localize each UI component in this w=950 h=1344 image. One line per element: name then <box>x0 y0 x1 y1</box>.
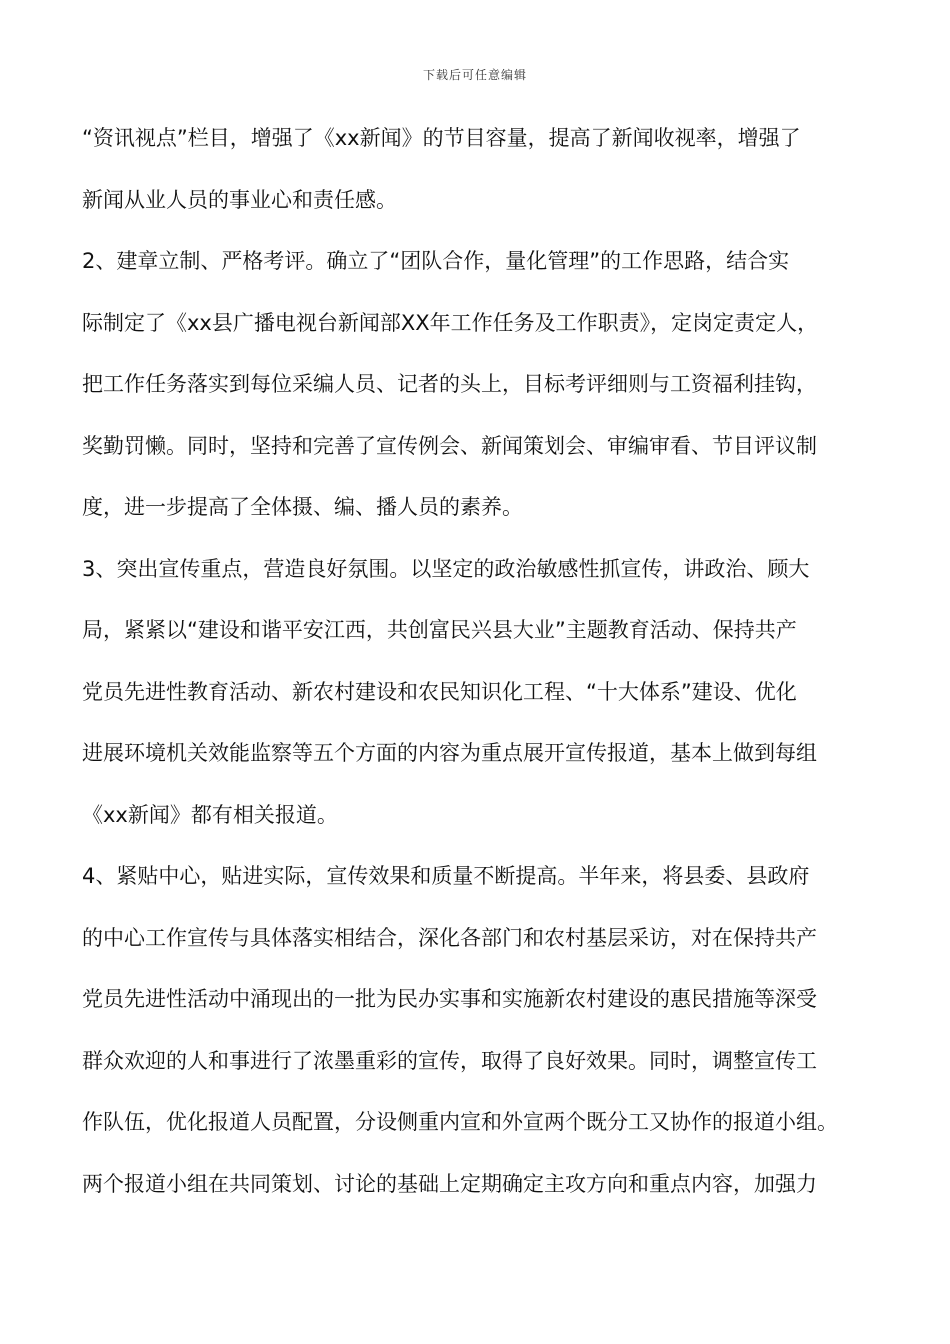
text-line: 的中心工作宣传与具体落实相结合，深化各部门和农村基层采访，对在保持共产 <box>82 925 817 950</box>
text-line: 进展环境机关效能监察等五个方面的内容为重点展开宣传报道，基本上做到每组 <box>82 741 817 765</box>
text-line: 度，进一步提高了全体摄、编、播人员的素养。 <box>82 495 523 519</box>
text-line: 把工作任务落实到每位采编人员、记者的头上，目标考评细则与工资福利挂钩， <box>82 372 817 396</box>
text-line: 2、建章立制、严格考评。确立了“团队合作，量化管理”的工作思路，结合实 <box>82 249 790 273</box>
text-line: 局，紧紧以“建设和谐平安江西，共创富民兴县大业”主题教育活动、保持共产 <box>82 618 797 642</box>
document-body <box>82 118 882 1225</box>
text-line: 新闻从业人员的事业心和责任感。 <box>82 187 397 212</box>
text-line: 群众欢迎的人和事进行了浓墨重彩的宣传，取得了良好效果。同时，调整宣传工 <box>82 1048 817 1073</box>
text-line: 3、突出宣传重点，营造良好氛围。以坚定的政治敏感性抓宣传，讲政治、顾大 <box>82 556 810 581</box>
text-line: 4、紧贴中心，贴进实际，宣传效果和质量不断提高。半年来，将县委、县政府 <box>82 864 810 888</box>
text-line: 际制定了《xx县广播电视台新闻部XX年工作任务及工作职责》，定岗定责定人， <box>82 310 819 335</box>
text-line: 作队伍，优化报道人员配置，分设侧重内宣和外宣两个既分工又协作的报道小组。 <box>82 1110 838 1134</box>
text-line: 党员先进性活动中涌现出的一批为民办实事和实施新农村建设的惠民措施等深受 <box>82 987 817 1011</box>
text-line: 两个报道小组在共同策划、讨论的基础上定期确定主攻方向和重点内容，加强力 <box>82 1171 817 1196</box>
text-line: 《xx新闻》都有相关报道。 <box>82 802 338 827</box>
text-line: 奖勤罚懒。同时，坚持和完善了宣传例会、新闻策划会、审编审看、节目评议制 <box>82 433 817 458</box>
text-line: 党员先进性教育活动、新农村建设和农民知识化工程、“十大体系”建设、优化 <box>82 679 797 704</box>
page-header: 下载后可任意编辑 <box>422 68 527 82</box>
text-line: “资讯视点”栏目，增强了《xx新闻》的节目容量，提高了新闻收视率，增强了 <box>82 126 801 150</box>
